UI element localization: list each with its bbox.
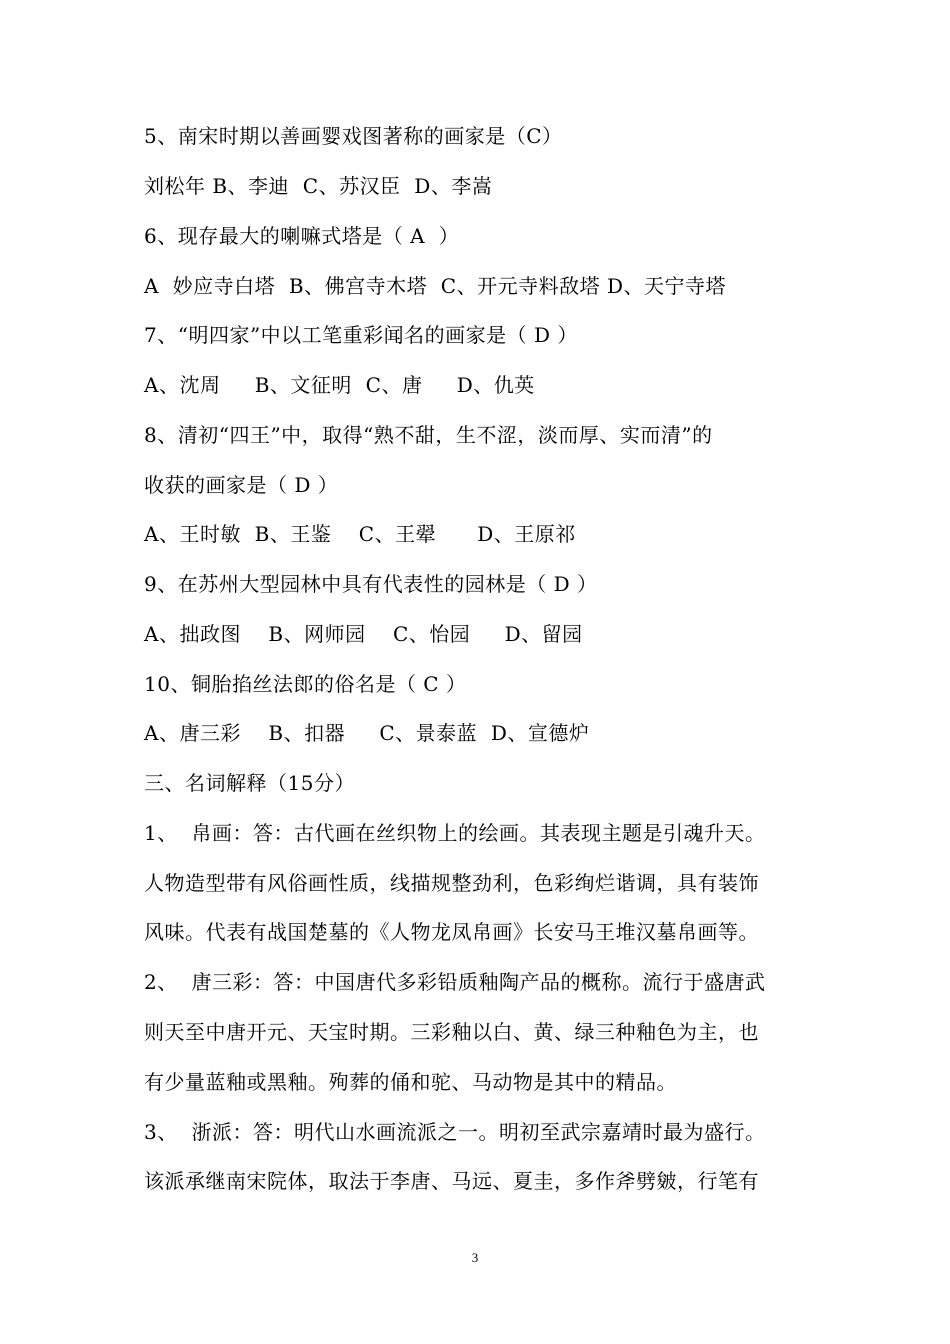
text-line: 10、铜胎掐丝法郎的俗名是（ C ）: [144, 672, 467, 696]
text-line: A 妙应寺白塔 B、佛宫寺木塔 C、开元寺料敌塔 D、天宁寺塔: [144, 274, 726, 298]
text-line: 6、现存最大的喇嘛式塔是（ A ）: [144, 224, 460, 248]
text-line: 刘松年 B、李迪 C、苏汉臣 D、李嵩: [144, 174, 493, 198]
text-line: 9、在苏州大型园林中具有代表性的园林是（ D ）: [144, 572, 598, 596]
text-line: 7、“明四家”中以工笔重彩闻名的画家是（ D ）: [144, 323, 578, 347]
text-line: 则天至中唐开元、天宝时期。三彩釉以白、黄、绿三种釉色为主，也: [144, 1020, 759, 1044]
text-line: A、拙政图 B、网师园 C、怡园 D、留园: [144, 622, 583, 646]
text-line: A、王时敏 B、王鉴 C、王翚 D、王原祁: [144, 522, 576, 546]
text-line: 收获的画家是（ D ）: [144, 473, 339, 497]
text-line: 8、清初“四王”中，取得“熟不甜，生不涩，淡而厚、实而清”的: [144, 423, 713, 447]
text-line: A、唐三彩 B、扣器 C、景泰蓝 D、宣德炉: [144, 721, 590, 745]
text-line: 2、 唐三彩：答：中国唐代多彩铅质釉陶产品的概称。流行于盛唐武: [144, 970, 766, 994]
text-line: 该派承继南宋院体，取法于李唐、马远、夏圭，多作斧劈皴，行笔有: [144, 1169, 759, 1193]
section-heading: 三、名词解释（15分）: [144, 771, 355, 795]
text-line: 1、 帛画：答：古代画在丝织物上的绘画。其表现主题是引魂升天。: [144, 821, 766, 845]
text-line: 有少量蓝釉或黑釉。殉葬的俑和驼、马动物是其中的精品。: [144, 1070, 677, 1094]
text-line: 风味。代表有战国楚墓的《人物龙凤帛画》长安马王堆汉墓帛画等。: [144, 920, 759, 944]
text-line: 3、 浙派：答：明代山水画流派之一。明初至武宗嘉靖时最为盛行。: [144, 1120, 766, 1144]
text-line: A、沈周 B、文征明 C、唐 D、仇英: [144, 373, 535, 397]
text-line: 5、南宋时期以善画婴戏图著称的画家是（C）: [144, 124, 563, 148]
page-number: 3: [471, 1250, 479, 1265]
text-line: 人物造型带有风俗画性质，线描规整劲利，色彩绚烂谐调，具有装饰: [144, 871, 759, 895]
